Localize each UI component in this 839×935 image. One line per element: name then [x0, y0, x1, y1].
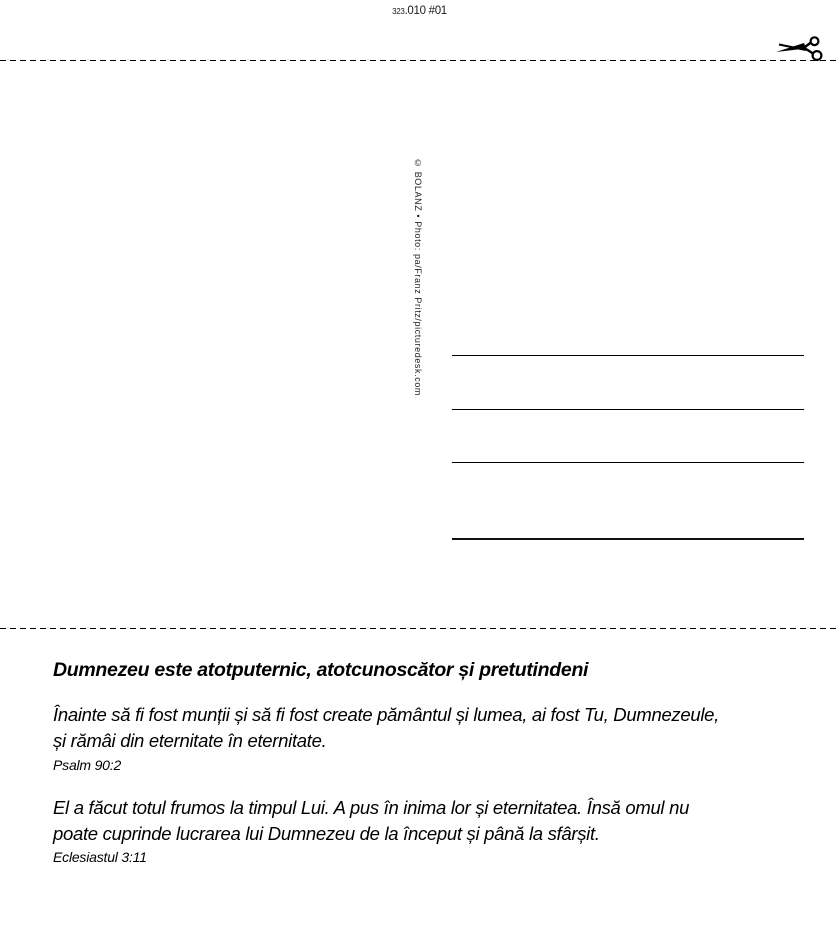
- address-line-bold: [452, 538, 804, 540]
- order-code-suffix: .010 #01: [404, 5, 447, 17]
- message-title: Dumnezeu este atotputernic, atotcunoscător și pretutindeni: [53, 659, 589, 681]
- order-code: [0, 1, 839, 19]
- scripture-line: poate cuprinde lucrarea lui Dumnezeu de la început și până la sfârșit.: [53, 823, 600, 844]
- scripture-paragraph: [53, 795, 689, 847]
- scripture-paragraph: [53, 702, 719, 754]
- cut-line-top: [0, 60, 839, 61]
- address-line: [452, 462, 804, 463]
- scripture-reference: Psalm 90:2: [53, 757, 122, 773]
- scripture-line: Înainte să fi fost munții și să fi fost create pământul și lumea, ai fost Tu, Dumnezeule,: [53, 704, 719, 725]
- scissors-icon: [776, 36, 828, 64]
- address-line: [452, 355, 804, 356]
- scripture-reference: Eclesiastul 3:11: [53, 849, 147, 865]
- order-code-prefix: 323: [392, 7, 405, 16]
- address-line: [452, 409, 804, 410]
- scripture-line: El a făcut totul frumos la timpul Lui. A pus în inima lor și eternitatea. Însă omul nu: [53, 797, 690, 818]
- cut-line-bottom: [0, 628, 839, 629]
- photo-credit: © BOLANZ • Photo: pa/Franz Pritz/picturedesk.com: [413, 158, 423, 397]
- scripture-line: și rămâi din eternitate în eternitate.: [53, 730, 327, 751]
